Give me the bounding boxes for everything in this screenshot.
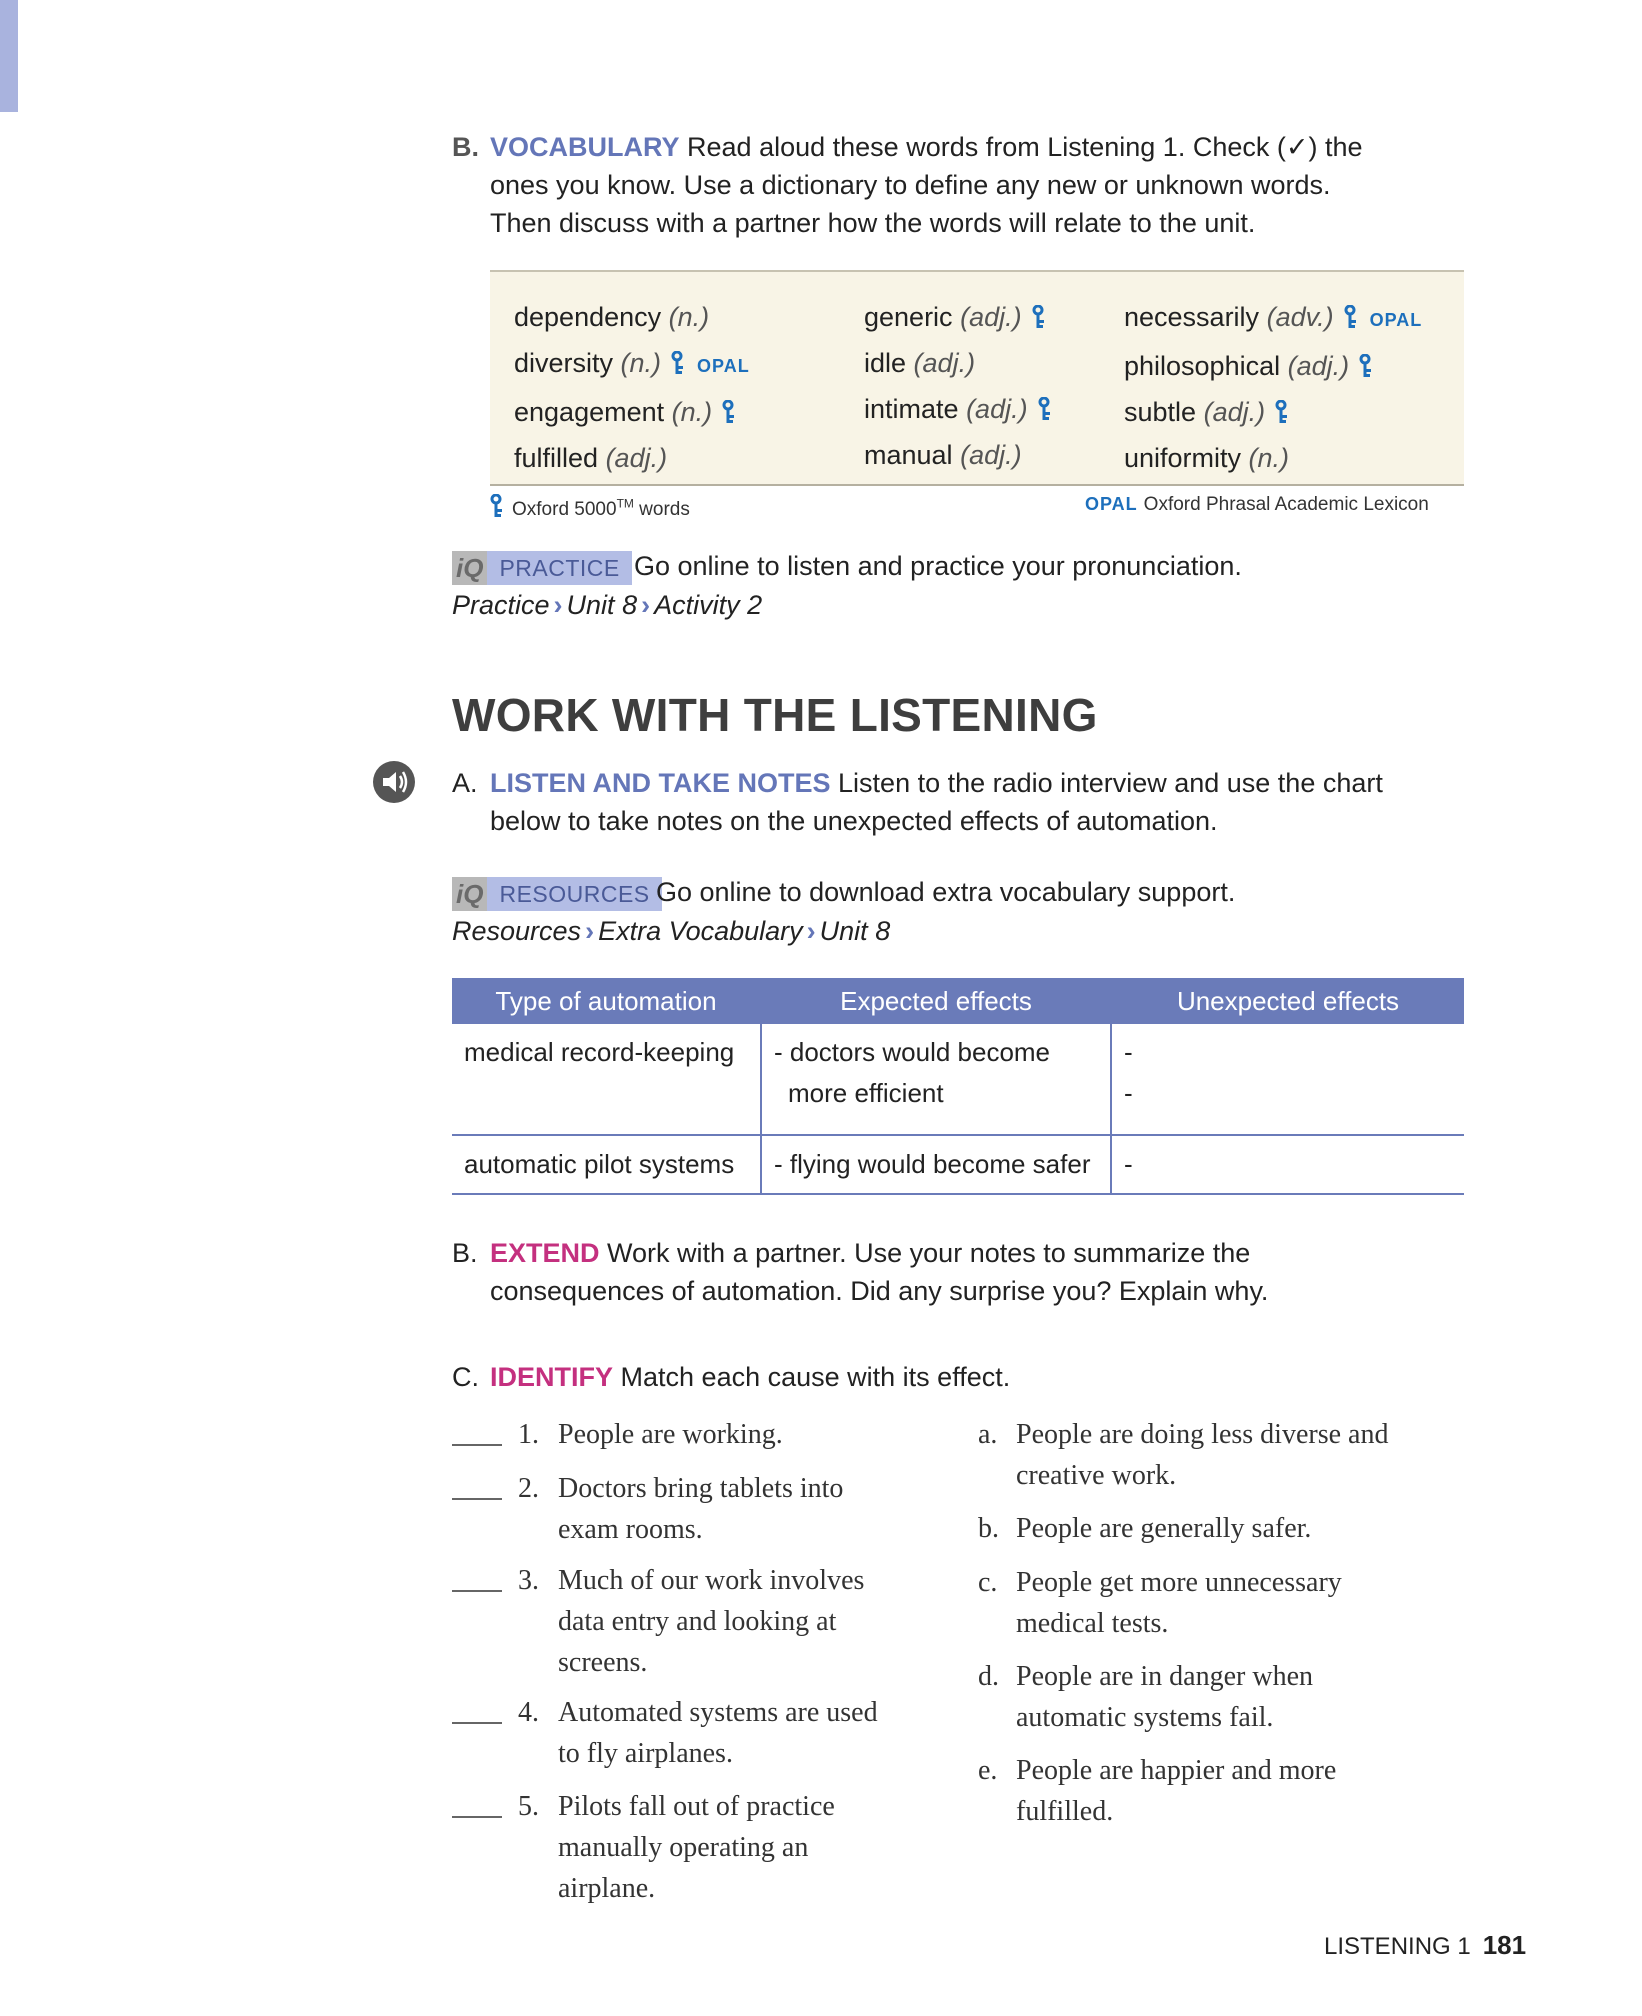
vocab-word-pos: (adj.)	[960, 440, 1022, 470]
table-cell-unexpected[interactable]	[1111, 1024, 1464, 1135]
listen-letter: A.	[452, 768, 478, 798]
legend-opal-text: Oxford Phrasal Academic Lexicon	[1143, 494, 1429, 515]
vocab-word	[514, 435, 750, 481]
table-cell-expected	[761, 1024, 1111, 1135]
vocab-word-text: diversity	[514, 348, 614, 378]
chevron-right-icon: ›	[806, 916, 816, 946]
effect-line: fulfilled.	[1016, 1796, 1114, 1827]
iq-resources-tag[interactable]	[452, 877, 662, 911]
vocab-word-pos: (adj.)	[605, 443, 668, 473]
vocab-word-text: necessarily	[1124, 302, 1260, 332]
table-cell-unexpected[interactable]: -	[1111, 1135, 1464, 1194]
vocab-word-pos: (adj.)	[1203, 397, 1266, 427]
table-row	[452, 1024, 1464, 1135]
cause-text	[558, 1414, 783, 1455]
table-cell-type: medical record-keeping	[452, 1024, 761, 1135]
effect-letter: a.	[978, 1419, 998, 1450]
vocab-word	[514, 294, 750, 340]
extend-letter: B.	[452, 1238, 478, 1268]
page-number: 181	[1482, 1930, 1527, 1960]
cause-line: Pilots fall out of practice	[558, 1791, 835, 1822]
effect-line: People get more unnecessary	[1016, 1567, 1342, 1598]
effect-line: People are in danger when	[1016, 1661, 1313, 1692]
section-title: WORK WITH THE LISTENING	[452, 689, 1098, 741]
resources-path[interactable]	[452, 916, 890, 947]
cause-line: manually operating an	[558, 1832, 809, 1863]
oxford-key-icon	[1032, 305, 1046, 329]
cause-text	[558, 1468, 843, 1550]
chevron-right-icon: ›	[553, 590, 563, 620]
effect-letter: e.	[978, 1755, 998, 1786]
vocab-word-text: idle	[864, 348, 907, 378]
cause-line: Doctors bring tablets into	[558, 1473, 844, 1504]
vocab-word	[864, 340, 1052, 386]
expected-line: more efficient	[788, 1078, 944, 1108]
cause-line: screens.	[558, 1647, 648, 1678]
iq-logo: iQ	[452, 877, 487, 911]
cause-number: 3.	[518, 1565, 539, 1596]
vocab-letter: B.	[452, 132, 479, 162]
practice-path-item: Activity 2	[654, 590, 763, 620]
audio-speaker-icon[interactable]	[372, 760, 416, 804]
listen-keyword: LISTEN AND TAKE NOTES	[490, 768, 831, 798]
footer-section: LISTENING 1	[1324, 1933, 1471, 1960]
vocab-line-2: ones you know. Use a dictionary to define any new or unknown words.	[490, 170, 1331, 200]
table-cell-type: automatic pilot systems	[452, 1135, 761, 1194]
vocab-word	[864, 294, 1052, 340]
oxford-key-icon	[722, 400, 736, 424]
cause-line: airplane.	[558, 1873, 656, 1904]
cause-text	[558, 1560, 864, 1683]
vocab-word-text: philosophical	[1124, 351, 1281, 381]
legend-oxford-suffix: words	[633, 499, 690, 520]
legend-opal-badge: OPAL	[1085, 494, 1138, 514]
vocab-word-text: generic	[864, 302, 953, 332]
practice-text: Go online to listen and practice your pronunciation.	[634, 551, 1242, 581]
effect-line: creative work.	[1016, 1460, 1177, 1491]
identify-instruction	[490, 1358, 1010, 1396]
extend-instruction	[490, 1234, 1490, 1310]
resources-path-item: Extra Vocabulary	[598, 916, 803, 946]
vocab-word-text: fulfilled	[514, 443, 599, 473]
cause-line: exam rooms.	[558, 1514, 703, 1545]
vocab-word-text: subtle	[1124, 397, 1197, 427]
effect-line: People are generally safer.	[1016, 1513, 1312, 1544]
vocab-word	[1124, 389, 1422, 435]
identify-letter: C.	[452, 1362, 479, 1392]
resources-path-item: Unit 8	[819, 916, 891, 946]
expected-line: - doctors would become	[774, 1037, 1051, 1067]
identify-text: Match each cause with its effect.	[620, 1362, 1011, 1392]
vocab-column-2	[864, 294, 1052, 478]
page-footer	[1324, 1930, 1526, 1961]
vocab-word-text: engagement	[514, 397, 665, 427]
resources-path-item: Resources	[452, 916, 582, 946]
effect-letter: c.	[978, 1567, 998, 1598]
effect-line: People are doing less diverse and	[1016, 1419, 1389, 1450]
vocab-word-pos: (adj.)	[960, 302, 1022, 332]
vocab-word-pos: (adv.)	[1266, 302, 1334, 332]
vocab-legend-opal	[1085, 494, 1429, 516]
unexpected-line: -	[1124, 1078, 1133, 1108]
table-header-cell: Type of automation	[452, 978, 761, 1024]
oxford-key-icon	[1344, 305, 1358, 329]
extend-keyword: EXTEND	[490, 1238, 600, 1268]
table-header-row	[452, 978, 1464, 1024]
vocab-word-pos: (n.)	[668, 302, 710, 332]
chevron-right-icon: ›	[641, 590, 651, 620]
opal-badge: OPAL	[1369, 310, 1423, 330]
practice-path-item: Practice	[452, 590, 550, 620]
effect-letter: d.	[978, 1661, 999, 1692]
chevron-right-icon: ›	[585, 916, 595, 946]
extend-line-1: Work with a partner. Use your notes to summarize the	[607, 1238, 1251, 1268]
extend-line-2: consequences of automation. Did any surprise you? Explain why.	[490, 1276, 1269, 1306]
oxford-key-icon	[1359, 354, 1373, 378]
cause-text	[558, 1692, 878, 1774]
vocab-word-pos: (adj.)	[1287, 351, 1350, 381]
vocab-word-pos: (n.)	[620, 348, 662, 378]
cause-line: Much of our work involves	[558, 1565, 865, 1596]
vocab-line-1: Read aloud these words from Listening 1. Check (✓) the	[687, 132, 1363, 162]
vocab-word	[1124, 294, 1422, 343]
vocab-instruction	[452, 128, 479, 166]
vocab-word-pos: (adj.)	[913, 348, 976, 378]
answer-blank[interactable]	[452, 1444, 502, 1446]
vocab-word	[1124, 343, 1422, 389]
vocab-word	[514, 389, 750, 435]
vocab-word-pos: (n.)	[1248, 443, 1290, 473]
table-header-cell: Unexpected effects	[1111, 978, 1464, 1024]
effect-letter: b.	[978, 1513, 999, 1544]
resources-text: Go online to download extra vocabulary support.	[656, 877, 1236, 907]
effect-text	[1016, 1414, 1388, 1496]
effect-line: automatic systems fail.	[1016, 1702, 1274, 1733]
resources-label: RESOURCES	[487, 877, 661, 911]
vocab-legend-oxford	[490, 494, 690, 521]
cause-line: Automated systems are used	[558, 1697, 878, 1728]
vocab-word-pos: (n.)	[671, 397, 713, 427]
cause-text	[558, 1786, 835, 1909]
vocab-word	[864, 386, 1052, 432]
cause-number: 2.	[518, 1473, 539, 1504]
vocab-column-3	[1124, 294, 1422, 481]
vocab-word	[864, 432, 1052, 478]
practice-path-item: Unit 8	[566, 590, 638, 620]
vocab-word-box	[490, 270, 1464, 486]
answer-blank[interactable]	[452, 1590, 502, 1592]
cause-line: to fly airplanes.	[558, 1738, 733, 1769]
opal-badge: OPAL	[697, 356, 750, 376]
oxford-key-icon	[1038, 397, 1052, 421]
effect-text	[1016, 1750, 1336, 1832]
vocab-word-text: intimate	[864, 394, 959, 424]
vocab-word-text: uniformity	[1124, 443, 1242, 473]
practice-label: PRACTICE	[487, 551, 631, 585]
effect-line: People are happier and more	[1016, 1755, 1337, 1786]
vocab-line-3: Then discuss with a partner how the words will relate to the unit.	[490, 208, 1256, 238]
vocab-word-pos: (adj.)	[966, 394, 1028, 424]
listen-instruction	[490, 764, 1490, 840]
effect-line: medical tests.	[1016, 1608, 1169, 1639]
effect-text	[1016, 1656, 1313, 1738]
effect-text	[1016, 1508, 1311, 1549]
table-cell-expected: - flying would become safer	[761, 1135, 1111, 1194]
notes-table	[452, 978, 1464, 1195]
table-header-cell: Expected effects	[761, 978, 1111, 1024]
cause-line: data entry and looking at	[558, 1606, 837, 1637]
vocab-keyword: VOCABULARY	[490, 132, 680, 162]
cause-number: 1.	[518, 1419, 539, 1450]
unexpected-line: -	[1124, 1037, 1133, 1067]
vocab-instruction-text	[490, 128, 1490, 242]
table-row	[452, 1135, 1464, 1194]
answer-blank[interactable]	[452, 1722, 502, 1724]
listen-line-1: Listen to the radio interview and use the chart	[838, 768, 1383, 798]
oxford-key-icon	[671, 351, 685, 375]
practice-path[interactable]	[452, 590, 762, 621]
vocab-word-text: dependency	[514, 302, 662, 332]
cause-number: 5.	[518, 1791, 539, 1822]
oxford-key-icon	[490, 494, 504, 518]
page-edge-tab	[0, 0, 18, 112]
vocab-word-text: manual	[864, 440, 953, 470]
cause-number: 4.	[518, 1697, 539, 1728]
listen-line-2: below to take notes on the unexpected effects of automation.	[490, 806, 1218, 836]
identify-keyword: IDENTIFY	[490, 1362, 614, 1392]
answer-blank[interactable]	[452, 1498, 502, 1500]
vocab-word	[514, 340, 750, 389]
effect-text	[1016, 1562, 1342, 1644]
iq-logo: iQ	[452, 551, 487, 585]
vocab-word	[1124, 435, 1422, 481]
vocab-column-1	[514, 294, 750, 481]
legend-oxford-text: Oxford 5000	[512, 499, 617, 520]
legend-tm: TM	[616, 496, 634, 511]
iq-practice-tag[interactable]	[452, 551, 632, 585]
oxford-key-icon	[1275, 400, 1289, 424]
cause-line: People are working.	[558, 1419, 783, 1450]
answer-blank[interactable]	[452, 1816, 502, 1818]
